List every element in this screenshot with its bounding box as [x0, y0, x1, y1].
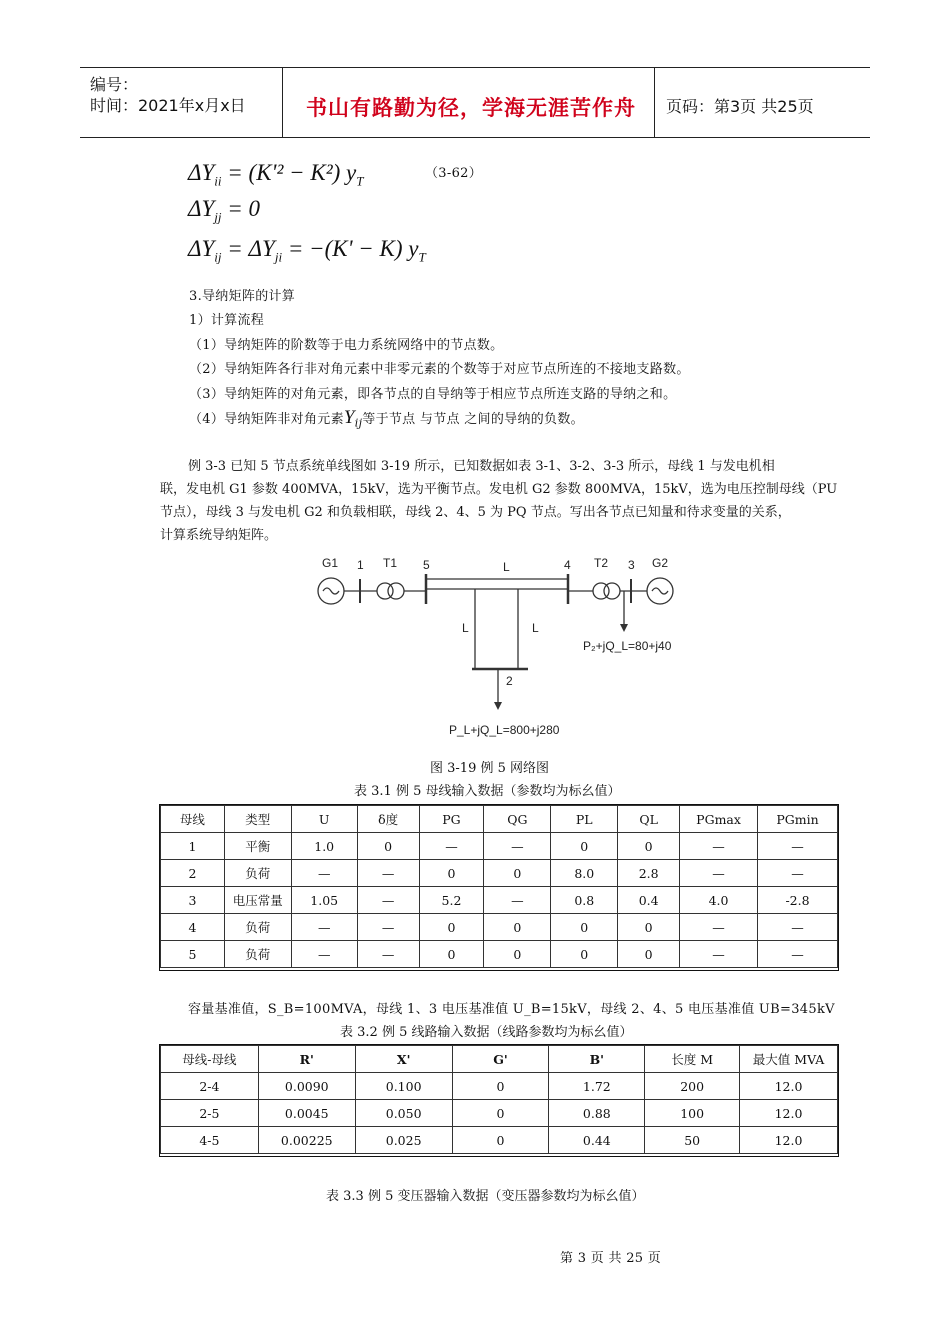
bus-input-table: [159, 804, 839, 971]
line-table-cell: 12.0: [740, 1100, 838, 1127]
example-line-2: 联，发电机 G1 参数 400MVA，15kV，选为平衡节点。发电机 G2 参数 800MVA，15kV，选为电压控制母线（PU: [160, 482, 838, 497]
bus-table-cell: 4: [161, 914, 225, 941]
table2-caption: 表 3.2 例 5 线路输入数据（线路参数均为标幺值）: [340, 1025, 633, 1040]
bus-table-cell: 0: [551, 941, 618, 968]
line-table-header-cell: 长度 M: [645, 1046, 740, 1073]
bus-table-cell: 4.0: [680, 887, 758, 914]
bus-table-cell: 2: [161, 860, 225, 887]
line-table-cell: 0.44: [549, 1127, 645, 1154]
equation-number: （3-62）: [425, 166, 483, 181]
base-value-note: 容量基准值，S_B=100MVA，母线 1、3 电压基准值 U_B=15kV，母线 2、4、5 电压基准值 UB=345kV: [188, 1002, 835, 1017]
example-line-1: 例 3-3 已知 5 节点系统单线图如 3-19 所示，已知数据如表 3-1、3-2、3-3 所示，母线 1 与发电机相: [188, 459, 775, 474]
bus-table-cell: —: [357, 941, 419, 968]
table-row: [161, 1073, 838, 1100]
label-node-1: 1: [357, 558, 364, 572]
bus-table-cell: 电压常量: [224, 887, 291, 914]
line-table-cell: 2-5: [161, 1100, 259, 1127]
figure-caption: 图 3-19 例 5 网络图: [430, 761, 550, 776]
line-table-cell: 0.0045: [258, 1100, 355, 1127]
bus-table-cell: —: [680, 914, 758, 941]
bus-table-cell: —: [680, 833, 758, 860]
bus-table-cell: —: [758, 833, 838, 860]
example-paragraph: [160, 455, 840, 547]
section-subheading: 1）计算流程: [189, 313, 265, 328]
bus-table-cell: —: [357, 887, 419, 914]
table-row: [161, 941, 838, 968]
bus-table-header-cell: PG: [419, 806, 484, 833]
line-table-cell: 12.0: [740, 1127, 838, 1154]
bus-table-header-cell: QL: [618, 806, 680, 833]
example-line-4: 计算系统导纳矩阵。: [160, 528, 278, 543]
line-input-table: [159, 1044, 839, 1157]
bus-table-cell: 0: [551, 914, 618, 941]
bus-table-cell: 0: [419, 941, 484, 968]
bus-table-cell: —: [291, 860, 357, 887]
line-table-cell: 0.0090: [258, 1073, 355, 1100]
line-table-cell: 4-5: [161, 1127, 259, 1154]
label-t1: T1: [383, 556, 398, 570]
label-load-bus2: P_L+jQ_L=800+j280: [449, 723, 560, 737]
bus-table-header-cell: PGmax: [680, 806, 758, 833]
line-table-cell: 0.050: [355, 1100, 452, 1127]
label-node-2: 2: [506, 674, 513, 688]
equation-3-62-second: $\Delta Y_{jj} = 0$: [188, 196, 261, 225]
line-table-cell: 0.100: [355, 1073, 452, 1100]
label-node-5: 5: [423, 558, 430, 572]
table-row: [161, 914, 838, 941]
bus-table-cell: 1.0: [291, 833, 357, 860]
label-g2: G2: [652, 556, 669, 570]
line-table-cell: 12.0: [740, 1073, 838, 1100]
bus-table-cell: 平衡: [224, 833, 291, 860]
bus-table-header-row: [161, 806, 838, 833]
label-line-right: L: [532, 621, 539, 635]
bus-table-cell: 3: [161, 887, 225, 914]
bus-table-header-cell: 类型: [224, 806, 291, 833]
bus-table-cell: 0: [484, 860, 551, 887]
bus-table-cell: 1: [161, 833, 225, 860]
label-line-top: L: [503, 560, 510, 574]
line-table-cell: 0: [452, 1127, 549, 1154]
bus-table-cell: —: [484, 887, 551, 914]
table-row: [161, 1127, 838, 1154]
bus-table-cell: —: [758, 914, 838, 941]
header-motto: 书山有路勤为径，学海无涯苦作舟: [306, 96, 636, 120]
table-row: [161, 833, 838, 860]
page-header: [80, 67, 870, 138]
bus-table-cell: 0.4: [618, 887, 680, 914]
line-table-header-cell: B': [549, 1046, 645, 1073]
line-table-cell: 0: [452, 1100, 549, 1127]
line-table-cell: 0.88: [549, 1100, 645, 1127]
equation-3-62-third: $\Delta Y_{ij} = \Delta Y_{ji} = -(K' - K)$ $y_T$: [188, 236, 426, 265]
label-node-4: 4: [564, 558, 571, 572]
document-time-label: 时间：2021年x月x日: [90, 96, 246, 115]
bus-table-cell: —: [758, 860, 838, 887]
bus-table-cell: 0: [618, 914, 680, 941]
bus-table-cell: 2.8: [618, 860, 680, 887]
line-table-cell: 50: [645, 1127, 740, 1154]
document-number-label: 编号：: [90, 75, 139, 94]
bus-table-cell: 0: [484, 941, 551, 968]
bus-table-cell: 负荷: [224, 860, 291, 887]
bus-table-cell: —: [419, 833, 484, 860]
line-table-cell: 100: [645, 1100, 740, 1127]
bus-table-cell: —: [680, 860, 758, 887]
line-table-header-row: [161, 1046, 838, 1073]
line-table-cell: 0.025: [355, 1127, 452, 1154]
line-table-header-cell: X': [355, 1046, 452, 1073]
line-table-cell: 0: [452, 1073, 549, 1100]
bus-table-cell: 1.05: [291, 887, 357, 914]
bus-table-cell: —: [291, 941, 357, 968]
flow-item-1: （1）导纳矩阵的阶数等于电力系统网络中的节点数。: [189, 338, 504, 353]
bus-table-header-cell: 母线: [161, 806, 225, 833]
bus-table-cell: 5: [161, 941, 225, 968]
line-table-cell: 1.72: [549, 1073, 645, 1100]
header-page-info: 页码：第3页 共25页: [666, 97, 814, 116]
bus-table-header-cell: PL: [551, 806, 618, 833]
bus-table-cell: 0: [484, 914, 551, 941]
equation-3-62-first: $\Delta Y_{ii} = (K'^2 - K^2)$ $y_T$: [188, 160, 364, 189]
line-table-header-cell: G': [452, 1046, 549, 1073]
bus-table-cell: -2.8: [758, 887, 838, 914]
page-footer: 第 3 页 共 25 页: [560, 1251, 662, 1266]
bus-table-cell: —: [357, 860, 419, 887]
bus-table-header-cell: PGmin: [758, 806, 838, 833]
bus-table-cell: 负荷: [224, 914, 291, 941]
flow-item-4: （4）导纳矩阵非对角元素$Y_{ij}$等于节点 与节点 之间的导纳的负数。: [189, 407, 584, 430]
label-node-3: 3: [628, 558, 635, 572]
line-table-header-cell: 母线-母线: [161, 1046, 259, 1073]
label-load-bus3: P₂+jQ_L=80+j40: [583, 639, 672, 653]
bus-table-cell: —: [291, 914, 357, 941]
line-table-cell: 2-4: [161, 1073, 259, 1100]
table3-caption: 表 3.3 例 5 变压器输入数据（变压器参数均为标幺值）: [326, 1189, 645, 1204]
example-line-3: 节点），母线 3 与发电机 G2 和负载相联，母线 2、4、5 为 PQ 节点。写出各节点已知量和待求变量的关系，: [160, 505, 791, 520]
line-table-cell: 200: [645, 1073, 740, 1100]
bus-table-header-cell: δ度: [357, 806, 419, 833]
bus-table-cell: 0: [419, 860, 484, 887]
bus-table-header-cell: QG: [484, 806, 551, 833]
line-table-header-cell: R': [258, 1046, 355, 1073]
flow-item-2: （2）导纳矩阵各行非对角元素中非零元素的个数等于对应节点所连的不接地支路数。: [189, 362, 690, 377]
table-row: [161, 887, 838, 914]
label-t2: T2: [594, 556, 609, 570]
line-table-header-cell: 最大值 MVA: [740, 1046, 838, 1073]
network-diagram: [300, 552, 700, 742]
bus-table-cell: 0.8: [551, 887, 618, 914]
bus-table-cell: 0: [419, 914, 484, 941]
bus-table-cell: 0: [551, 833, 618, 860]
bus-table-cell: 负荷: [224, 941, 291, 968]
bus-table-cell: —: [484, 833, 551, 860]
flow-item-3: （3）导纳矩阵的对角元素，即各节点的自导纳等于相应节点所连支路的导纳之和。: [189, 387, 677, 402]
label-line-left: L: [462, 621, 469, 635]
bus-table-header-cell: U: [291, 806, 357, 833]
bus-table-cell: —: [680, 941, 758, 968]
bus-table-cell: 0: [618, 941, 680, 968]
section-heading: 3.导纳矩阵的计算: [189, 289, 296, 304]
bus-table-cell: 0: [357, 833, 419, 860]
bus-table-cell: 0: [618, 833, 680, 860]
bus-table-cell: 8.0: [551, 860, 618, 887]
table1-caption: 表 3.1 例 5 母线输入数据（参数均为标幺值）: [354, 784, 621, 799]
label-g1: G1: [322, 556, 339, 570]
table-row: [161, 860, 838, 887]
bus-table-cell: —: [758, 941, 838, 968]
bus-table-cell: 5.2: [419, 887, 484, 914]
line-table-cell: 0.00225: [258, 1127, 355, 1154]
bus-table-cell: —: [357, 914, 419, 941]
table-row: [161, 1100, 838, 1127]
